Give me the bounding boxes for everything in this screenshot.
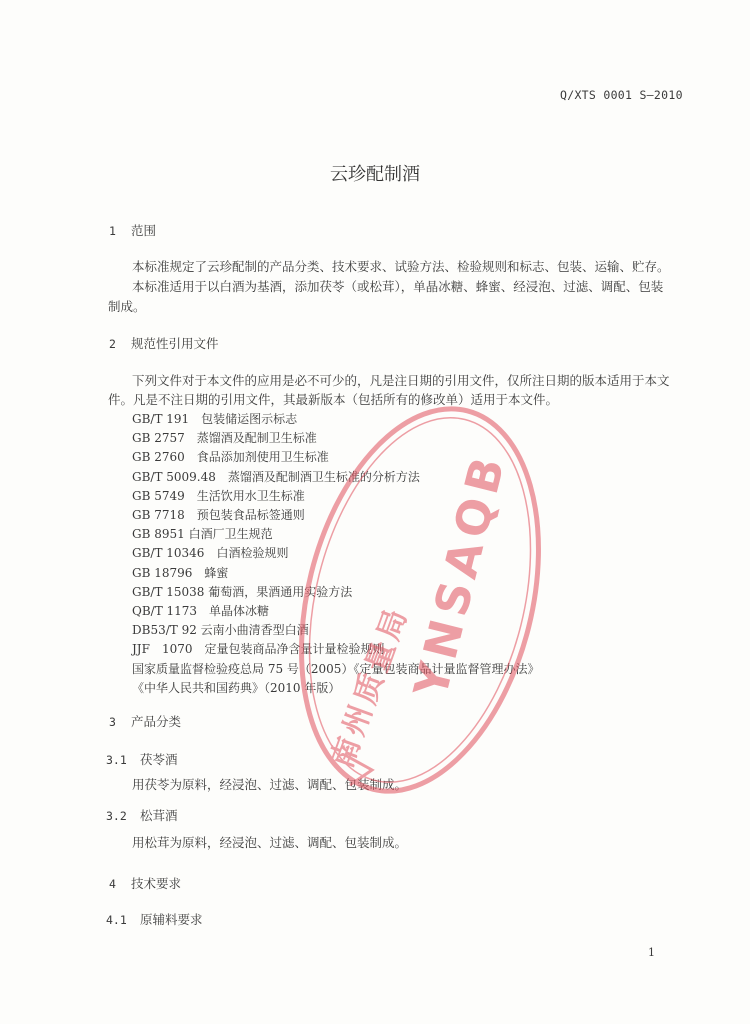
section-number: 3.2 bbox=[106, 809, 127, 823]
scope-line-3: 制成。 bbox=[108, 299, 146, 314]
reference-item: GB 5749 生活饮用水卫生标准 bbox=[132, 488, 305, 503]
page-number: 1 bbox=[648, 946, 655, 959]
reference-item: GB 7718 预包装食品标签通则 bbox=[132, 508, 305, 523]
reference-item: GB/T 5009.48 蒸馏酒及配制酒卫生标准的分析方法 bbox=[132, 469, 420, 484]
section-title: 技术要求 bbox=[131, 876, 182, 891]
section-3-2-text: 用松茸为原料，经浸泡、过滤、调配、包装制成。 bbox=[132, 835, 408, 850]
section-number: 1 bbox=[109, 224, 116, 238]
section-number: 3.1 bbox=[106, 753, 127, 767]
refs-intro-line-1: 下列文件对于本文件的应用是必不可少的，凡是注日期的引用文件，仅所注日期的版本适用于本文 bbox=[132, 373, 670, 388]
seal-latin-text: YNSAQB bbox=[403, 446, 517, 703]
section-title: 原辅料要求 bbox=[140, 912, 203, 927]
reference-item: 国家质量监督检验疫总局 75 号（2005）《定量包装商品计量监督管理办法》 bbox=[132, 661, 540, 676]
seal-chinese-text: 南州质量局 bbox=[324, 601, 416, 773]
document-code: Q/XTS 0001 S—2010 bbox=[560, 88, 683, 102]
reference-item: DB53/T 92 云南小曲清香型白酒 bbox=[132, 623, 309, 638]
reference-item: GB 18796 蜂蜜 bbox=[132, 565, 229, 580]
section-title: 产品分类 bbox=[131, 714, 182, 729]
scope-line-2: 本标准适用于以白酒为基酒，添加茯苓（或松茸），单晶冰糖、蜂蜜、经浸泡、过滤、调配、包装 bbox=[132, 279, 664, 294]
section-title: 松茸酒 bbox=[140, 808, 178, 823]
section-number: 4 bbox=[109, 877, 116, 891]
reference-item: JJF 1070 定量包装商品净含量计量检验规则 bbox=[132, 642, 385, 657]
section-number: 4.1 bbox=[106, 913, 127, 927]
reference-item: GB/T 10346 白酒检验规则 bbox=[132, 546, 289, 561]
reference-item: GB/T 191 包装储运图示标志 bbox=[132, 412, 298, 426]
scope-line-1: 本标准规定了云珍配制的产品分类、技术要求、试验方法、检验规则和标志、包装、运输、贮存。 bbox=[132, 259, 670, 274]
section-3-1-text: 用茯苓为原料，经浸泡、过滤、调配、包装制成。 bbox=[132, 777, 408, 792]
seal-inner-ring bbox=[274, 394, 566, 805]
reference-item: GB/T 15038 葡萄酒，果酒通用实验方法 bbox=[132, 584, 353, 599]
reference-item: GB 2757 蒸馏酒及配制卫生标准 bbox=[132, 431, 317, 446]
reference-item: GB 8951 白酒厂卫生规范 bbox=[132, 527, 273, 542]
reference-item: GB 2760 食品添加剂使用卫生标准 bbox=[132, 450, 329, 465]
reference-item: 《中华人民共和国药典》（2010 年版） bbox=[132, 680, 341, 695]
seal-outer-ring bbox=[264, 384, 576, 817]
section-title: 规范性引用文件 bbox=[131, 336, 219, 351]
section-number: 2 bbox=[109, 337, 116, 351]
document-title: 云珍配制酒 bbox=[330, 164, 420, 185]
reference-item: QB/T 1173 单晶体冰糖 bbox=[132, 604, 270, 619]
section-title: 范围 bbox=[131, 223, 157, 238]
section-title: 茯苓酒 bbox=[140, 752, 178, 767]
section-number: 3 bbox=[109, 715, 116, 729]
refs-intro-line-2: 件。凡是不注日期的引用文件，其最新版本（包括所有的修改单）适用于本文件。 bbox=[108, 392, 559, 407]
